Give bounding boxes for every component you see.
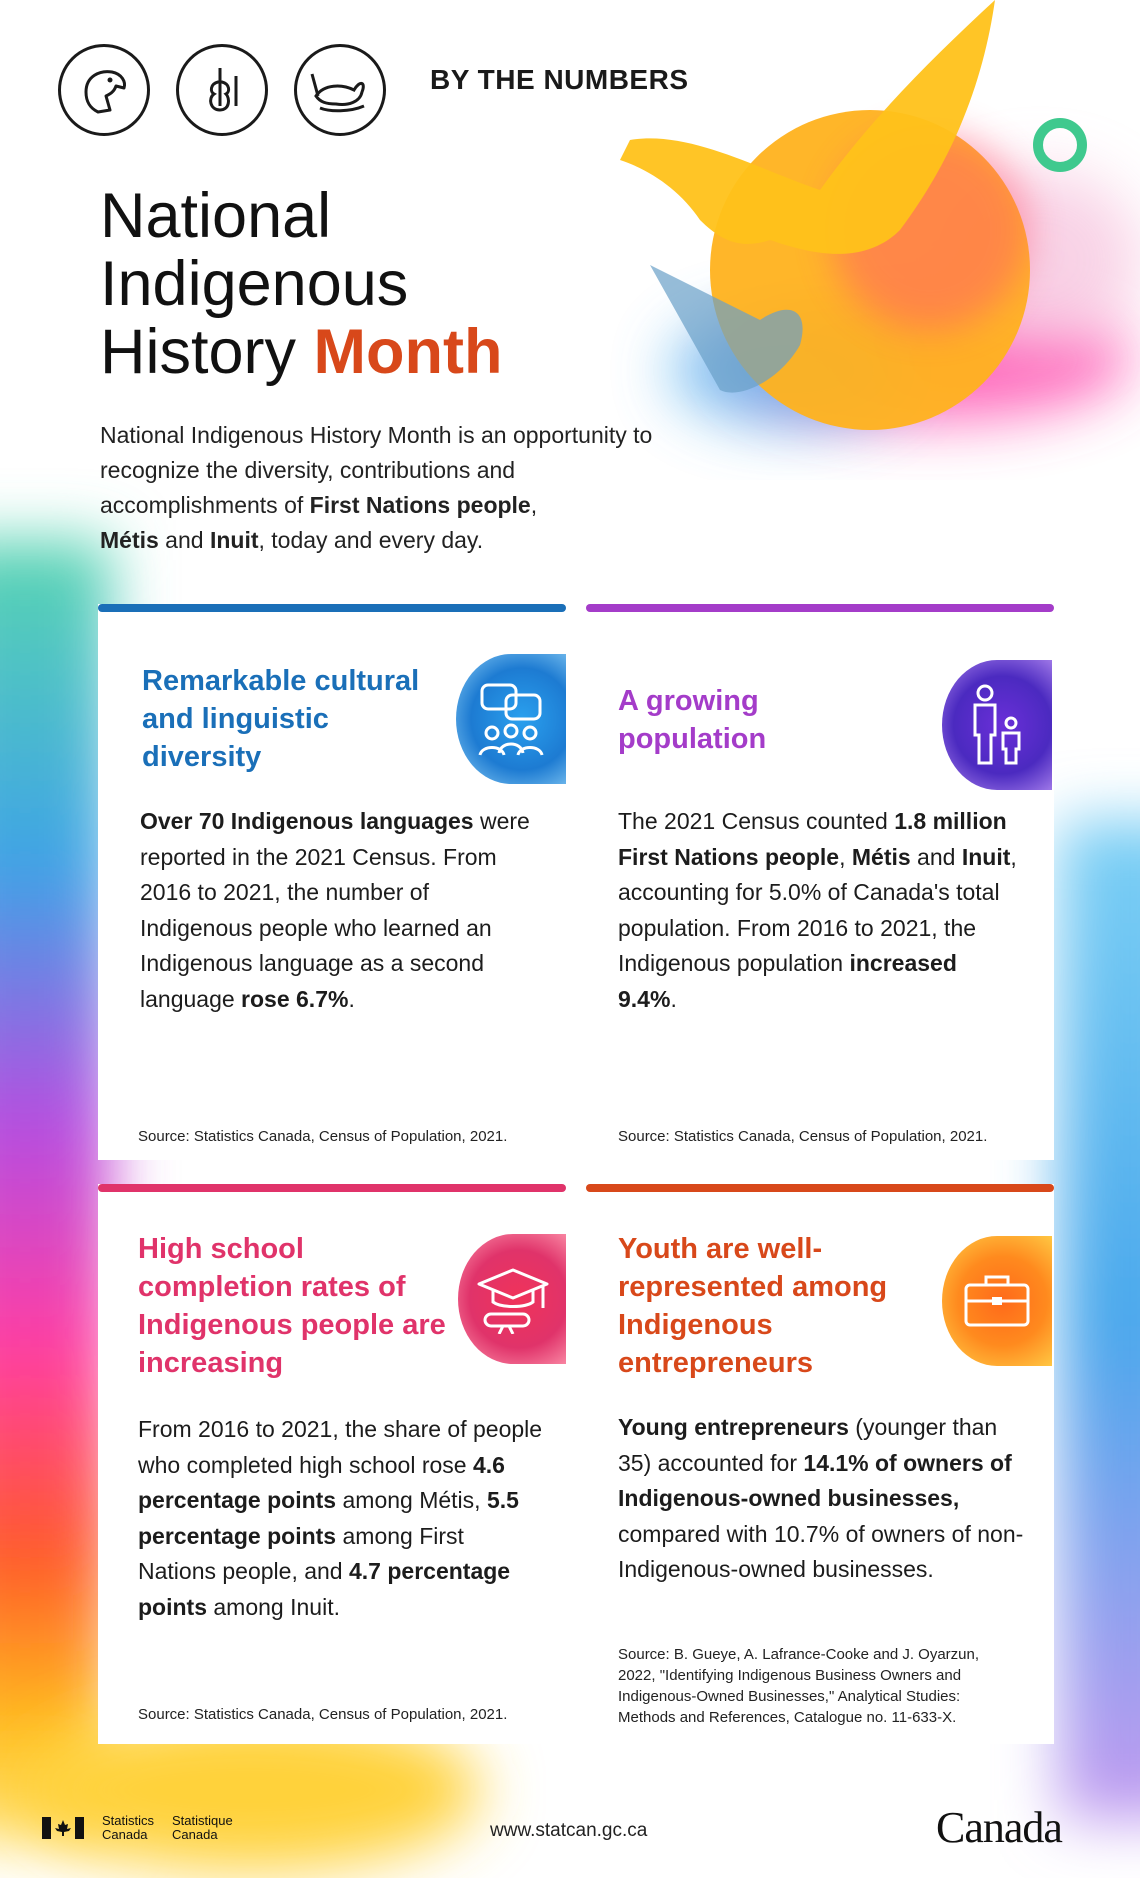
badge-speech-people bbox=[456, 654, 566, 784]
website-link[interactable]: www.statcan.gc.ca bbox=[490, 1820, 648, 1841]
card-heading: Youth are well-represented among Indigenous entrepreneurs bbox=[618, 1233, 888, 1379]
card-topbar bbox=[98, 1184, 566, 1192]
title-accent: Month bbox=[313, 317, 503, 387]
card-topbar bbox=[98, 604, 566, 612]
card-body: Over 70 Indigenous languages were reported in the 2021 Census. From 2016 to 2021, the number of Indigenous people who learned an Indigenous language as a second language rose 6.7%. bbox=[140, 808, 530, 1012]
card-heading: High school completion rates of Indigenous people are increasing bbox=[138, 1233, 446, 1379]
fiddle-icon bbox=[176, 44, 268, 136]
parent-child-icon bbox=[965, 683, 1029, 767]
card-heading: A growing population bbox=[618, 685, 767, 755]
fip-french: Statistique Canada bbox=[172, 1813, 233, 1842]
title-line-1: National bbox=[100, 181, 332, 251]
card-source: Source: Statistics Canada, Census of Population, 2021. bbox=[618, 1128, 988, 1145]
statcan-signature bbox=[42, 1814, 233, 1842]
right-splash bbox=[1060, 820, 1140, 1820]
badge-briefcase bbox=[942, 1236, 1052, 1366]
card-topbar bbox=[586, 1184, 1054, 1192]
eagle-icon bbox=[58, 44, 150, 136]
badge-parent-child bbox=[942, 660, 1052, 790]
left-splash bbox=[0, 540, 110, 1840]
title-line-2: Indigenous bbox=[100, 249, 409, 319]
fip-english: Statistics Canada bbox=[102, 1813, 155, 1842]
intro-paragraph: National Indigenous History Month is an opportunity to recognize the diversity, contributions and accomplishments of First Nations people, Métis and Inuit, today and every day. bbox=[100, 422, 653, 553]
card-body: From 2016 to 2021, the share of people who completed high school rose 4.6 percentage points among Métis, 5.5 percentage points among First Nations people, and 4.7 percentage points among Inuit. bbox=[138, 1416, 543, 1620]
title-line-3: History bbox=[100, 317, 297, 387]
page-title bbox=[100, 182, 502, 386]
card-body: The 2021 Census counted 1.8 million First Nations people, Métis and Inuit, accounting for 5.0% of Canada's total population. From 2016 to 2021, the Indigenous population increased 9.4%. bbox=[618, 808, 1017, 1012]
card-heading: Remarkable cultural and linguistic diversity bbox=[142, 665, 420, 773]
canada-wordmark: Canada bbox=[936, 1803, 1062, 1852]
card-cultural-diversity bbox=[98, 604, 566, 1160]
card-source: Source: Statistics Canada, Census of Population, 2021. bbox=[138, 1128, 508, 1145]
briefcase-icon bbox=[962, 1271, 1032, 1331]
speech-bubbles-icon bbox=[476, 679, 546, 759]
card-high-school-completion bbox=[98, 1184, 566, 1744]
card-topbar bbox=[586, 604, 1054, 612]
graduation-cap-icon bbox=[475, 1264, 551, 1334]
badge-graduation bbox=[458, 1234, 566, 1364]
header-icon-row bbox=[58, 44, 386, 136]
card-source: Source: B. Gueye, A. Lafrance-Cooke and J. Oyarzun, 2022, "Identifying Indigenous Business Owners and Indigenous-Owned Businesses," Analytical Studies: Methods and References, Catalogue no. 11-633-X. bbox=[618, 1646, 980, 1726]
footer bbox=[0, 1800, 1140, 1860]
card-growing-population bbox=[586, 604, 1054, 1160]
card-source: Source: Statistics Canada, Census of Population, 2021. bbox=[138, 1706, 508, 1723]
narwhal-icon bbox=[294, 44, 386, 136]
canada-flag-icon bbox=[42, 1817, 84, 1839]
card-body: Young entrepreneurs (younger than 35) accounted for 14.1% of owners of Indigenous-owned businesses, compared with 10.7% of owners of non-Indigenous-owned businesses. bbox=[618, 1414, 1024, 1582]
fiddle-scroll bbox=[1038, 123, 1082, 167]
section-label: BY THE NUMBERS bbox=[430, 64, 689, 95]
card-youth-entrepreneurs bbox=[586, 1184, 1054, 1744]
